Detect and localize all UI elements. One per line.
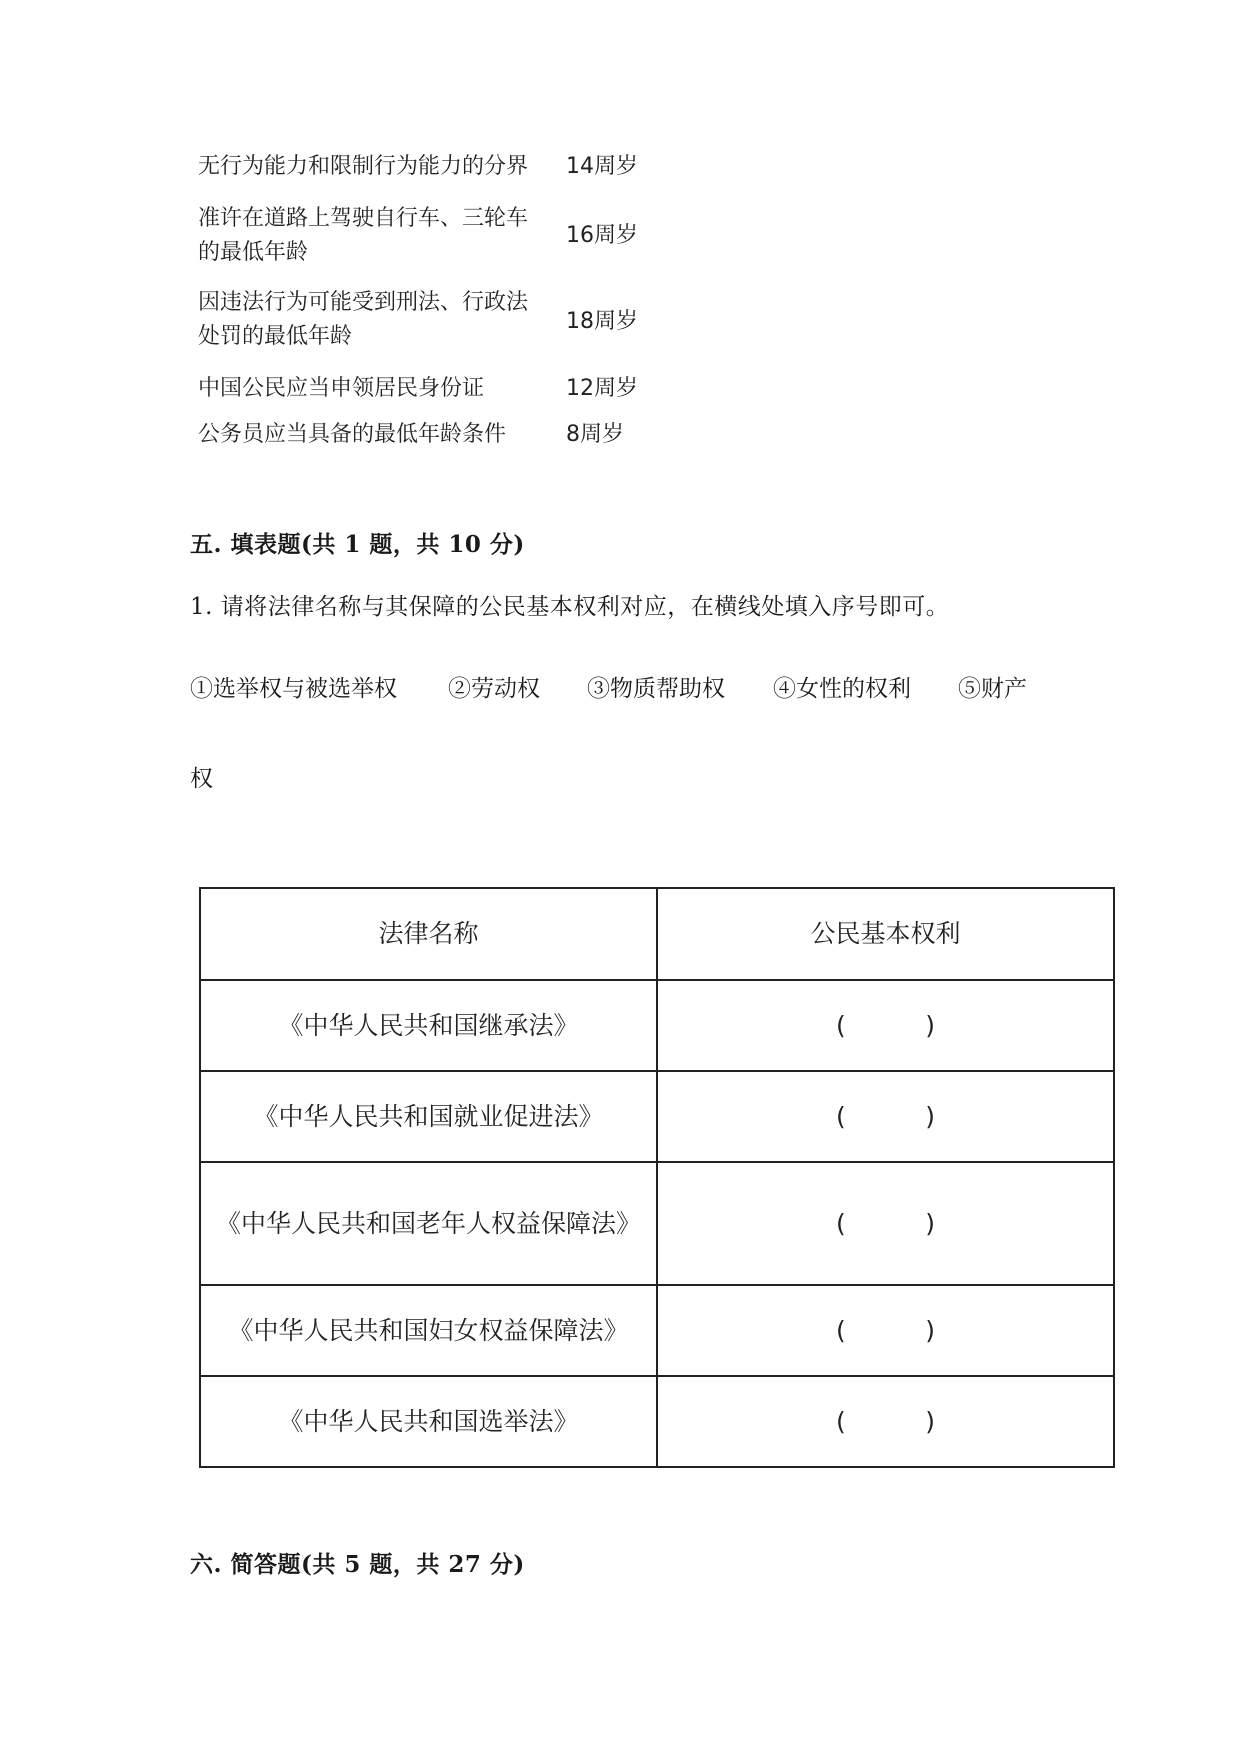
rights-option: ②劳动权 (448, 676, 540, 702)
answer-blank[interactable]: ( ) (657, 980, 1114, 1071)
answer-blank[interactable]: ( ) (657, 1071, 1114, 1162)
table-header-row (200, 888, 1114, 980)
rights-option-wrap: 权 (190, 766, 213, 792)
table-row (200, 1376, 1114, 1467)
table-row (200, 1162, 1114, 1285)
answer-blank[interactable]: ( ) (657, 1285, 1114, 1376)
law-name-cell: 《中华人民共和国选举法》 (200, 1376, 657, 1467)
matching-item: 无行为能力和限制行为能力的分界 (198, 154, 529, 179)
rights-option: ①选举权与被选举权 (190, 676, 397, 702)
law-name-cell: 《中华人民共和国就业促进法》 (200, 1071, 657, 1162)
answer-blank[interactable]: ( ) (657, 1162, 1114, 1285)
matching-item: 公务员应当具备的最低年龄条件 (198, 422, 507, 447)
table-header-law: 法律名称 (200, 888, 657, 980)
matching-age: 18周岁 (566, 309, 638, 334)
table-row (200, 1071, 1114, 1162)
table-row (200, 980, 1114, 1071)
table-row (200, 1285, 1114, 1376)
section5-question: 1. 请将法律名称与其保障的公民基本权利对应，在横线处填入序号即可。 (190, 594, 950, 620)
table-header-rights: 公民基本权利 (657, 888, 1114, 980)
law-name-cell: 《中华人民共和国继承法》 (200, 980, 657, 1071)
matching-age: 16周岁 (566, 223, 638, 248)
matching-item: 因违法行为可能受到刑法、行政法处罚的最低年龄 (198, 290, 529, 349)
law-name-cell: 《中华人民共和国妇女权益保障法》 (200, 1285, 657, 1376)
law-rights-table (199, 887, 1115, 1468)
matching-item: 准许在道路上驾驶自行车、三轮车的最低年龄 (198, 206, 529, 265)
answer-blank[interactable]: ( ) (657, 1376, 1114, 1467)
matching-item: 中国公民应当申领居民身份证 (198, 376, 485, 401)
rights-option: ③物质帮助权 (587, 676, 725, 702)
section5-title: 五. 填表题(共 1 题，共 10 分) (190, 531, 525, 558)
matching-age: 14周岁 (566, 154, 638, 179)
rights-option: ④女性的权利 (773, 676, 911, 702)
matching-age: 8周岁 (566, 422, 624, 447)
section6-title: 六. 简答题(共 5 题，共 27 分) (190, 1551, 525, 1578)
rights-option: ⑤财产 (958, 676, 1027, 702)
matching-age: 12周岁 (566, 376, 638, 401)
law-name-cell: 《中华人民共和国老年人权益保障法》 (200, 1162, 657, 1285)
